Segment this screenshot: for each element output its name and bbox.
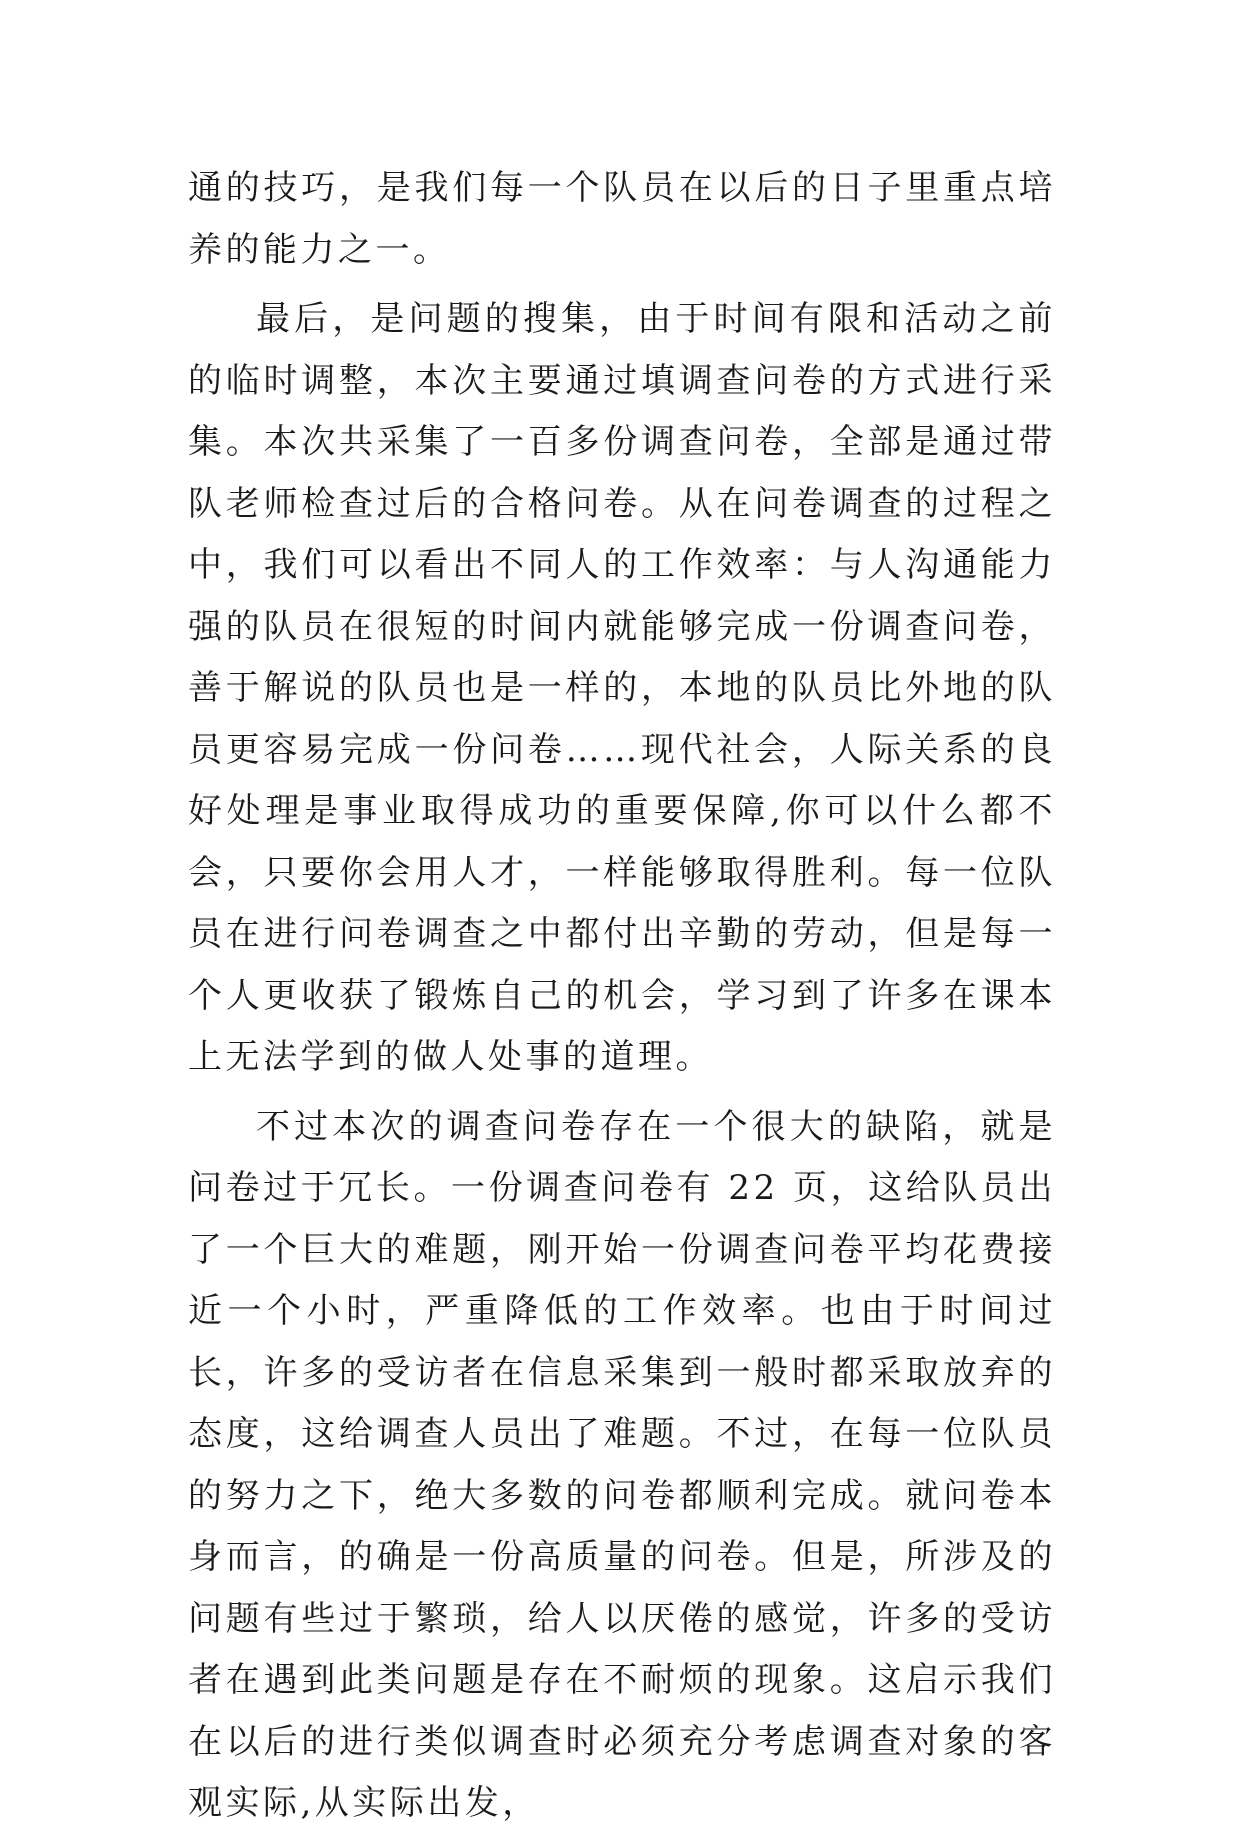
paragraph-2: 最后，是问题的搜集，由于时间有限和活动之前的临时调整，本次主要通过填调查问卷的方式进行采集。本次共采集了一百多份调查问卷，全部是通过带队老师检查过后的合格问卷。从在问卷调查的过程之中，我们可以看出不同人的工作效率：与人沟通能力强的队员在很短的时间内就能够完成一份调查问卷，善于解说的队员也是一样的，本地的队员比外地的队员更容易完成一份问卷……现代社会，人际关系的良好处理是事业取得成功的重要保障,你可以什么都不会，只要你会用人才，一样能够取得胜利。每一位队员在进行问卷调查之中都付出辛勤的劳动，但是每一个人更收获了锻炼自己的机会，学习到了许多在课本上无法学到的做人处事的道理。 (188, 299, 1056, 1077)
paragraph-3: 不过本次的调查问卷存在一个很大的缺陷，就是问卷过于冗长。一份调查问卷有 22 页，这给队员出了一个巨大的难题，刚开始一份调查问卷平均花费接近一个小时，严重降低的工作效率。也由于时间过长，许多的受访者在信息采集到一般时都采取放弃的态度，这给调查人员出了难题。不过，在每一位队员的努力之下，绝大多数的问卷都顺利完成。就问卷本身而言，的确是一份高质量的问卷。但是，所涉及的问题有些过于繁琐，给人以厌倦的感觉，许多的受访者在遇到此类问题是存在不耐烦的现象。这启示我们在以后的进行类似调查时必须充分考虑调查对象的客观实际,从实际出发， (188, 1106, 1056, 1823)
document-body (188, 158, 1056, 1835)
paragraph-1: 通的技巧，是我们每一个队员在以后的日子里重点培养的能力之一。 (188, 168, 1056, 270)
